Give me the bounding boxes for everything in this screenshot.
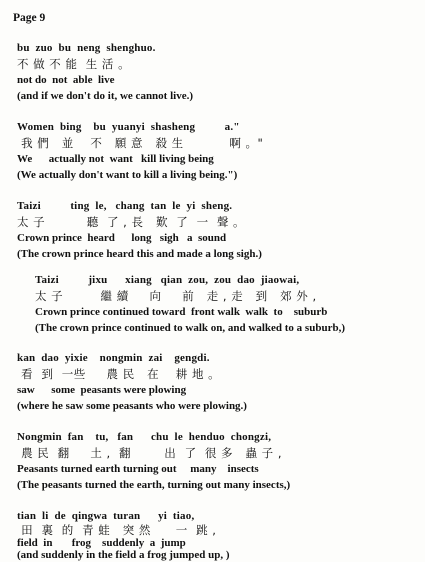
translation-line: (The crown prince continued to walk on, and walked to a suburb,) xyxy=(35,322,345,334)
pinyin-line: kan dao yixie nongmin zai gengdi. xyxy=(17,352,210,364)
hanzi-line: 太 子 繼 續 向 前 走 , 走 到 郊 外 , xyxy=(35,289,317,303)
translation-line: (We actually don't want to kill a living being.") xyxy=(17,169,238,181)
hanzi-line: 田 裏 的 青 蛙 突 然 一 跳 , xyxy=(17,523,217,537)
pinyin-line: tian li de qingwa turan yi tiao, xyxy=(17,510,195,522)
pinyin-line: Taizi jixu xiang qian zou, zou dao jiaowai, xyxy=(35,274,300,286)
hanzi-line: 看 到 一些 農 民 在 耕 地 。 xyxy=(17,367,221,381)
gloss-line: saw some peasants were plowing xyxy=(17,384,187,396)
gloss-line: field in frog suddenly a jump xyxy=(17,537,186,549)
pinyin-line: Women bing bu yuanyi shasheng a." xyxy=(17,121,240,133)
gloss-line: Peasants turned earth turning out many insects xyxy=(17,463,259,475)
translation-line: (and suddenly in the field a frog jumped up, ) xyxy=(17,549,230,561)
gloss-line: not do not able live xyxy=(17,74,115,86)
gloss-line: We actually not want kill living being xyxy=(17,153,214,165)
gloss-line: Crown prince continued toward front walk walk to suburb xyxy=(35,306,328,318)
translation-line: (The peasants turned the earth, turning out many insects,) xyxy=(17,479,291,491)
pinyin-line: bu zuo bu neng shenghuo. xyxy=(17,42,156,54)
translation-line: (and if we don't do it, we cannot live.) xyxy=(17,90,193,102)
translation-line: (The crown prince heard this and made a long sigh.) xyxy=(17,248,262,260)
hanzi-line: 我 們 並 不 願 意 殺 生 啊 。" xyxy=(17,136,264,150)
pinyin-line: Nongmin fan tu, fan chu le henduo chongzi, xyxy=(17,431,272,443)
pinyin-line: Taizi ting le, chang tan le yi sheng. xyxy=(17,200,233,212)
hanzi-line: 太 子 聽 了 , 長 歎 了 一 聲 。 xyxy=(17,215,246,229)
gloss-line: Crown prince heard long sigh a sound xyxy=(17,232,227,244)
page-number: Page 9 xyxy=(13,12,46,24)
translation-line: (where he saw some peasants who were plowing.) xyxy=(17,400,247,412)
hanzi-line: 農 民 翻 土 , 翻 出 了 很 多 蟲 子 , xyxy=(17,446,282,460)
hanzi-line: 不 做 不 能 生 活 。 xyxy=(17,57,131,71)
